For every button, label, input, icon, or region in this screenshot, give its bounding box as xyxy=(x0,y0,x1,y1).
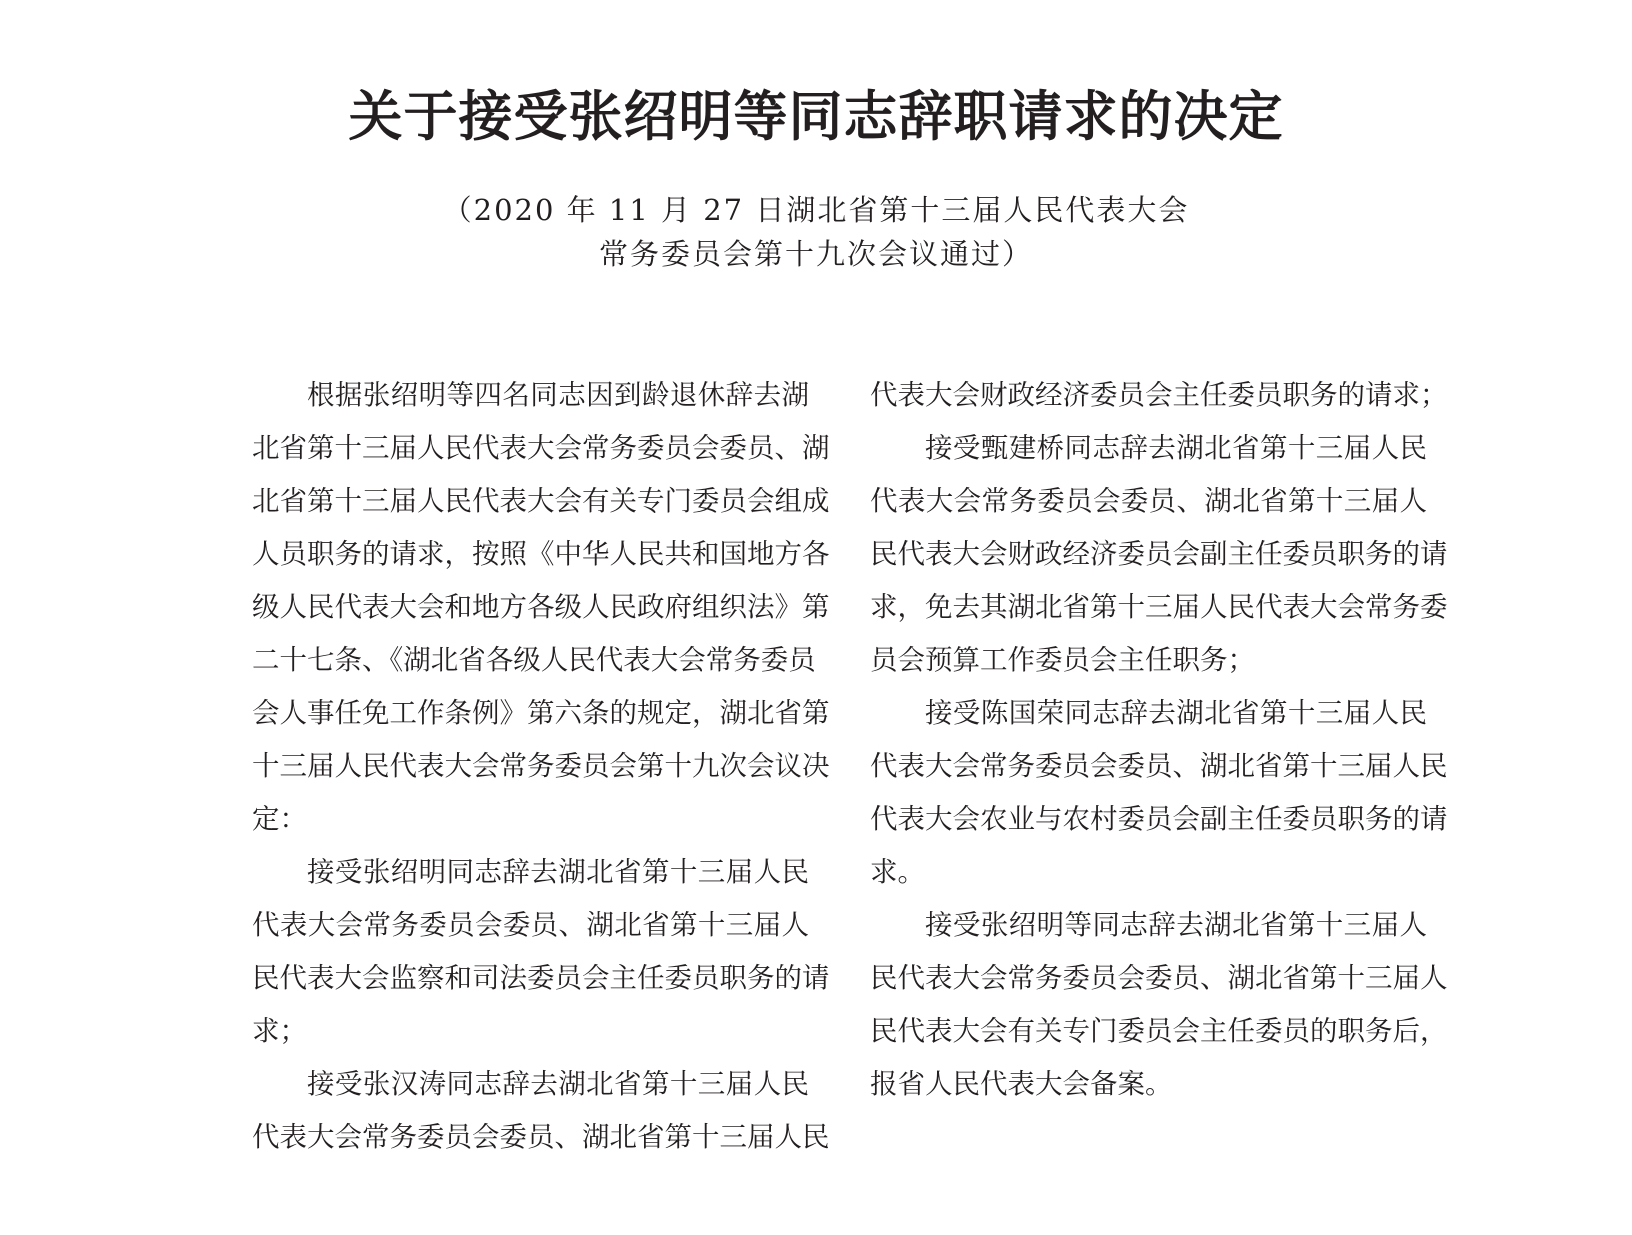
text-line: 代表大会常务委员会委员、湖北省第十三届人 xyxy=(252,909,809,941)
text-line: 求。 xyxy=(870,856,925,888)
right-text-column xyxy=(870,369,1448,1111)
text-line: 接受张绍明同志辞去湖北省第十三届人民 xyxy=(307,856,809,888)
text-line: 二十七条、《湖北省各级人民代表大会常务委员 xyxy=(252,644,816,676)
text-line: 民代表大会有关专门委员会主任委员的职务后， xyxy=(870,1015,1448,1047)
text-line: 北省第十三届人民代表大会常务委员会委员、湖 xyxy=(252,432,830,464)
text-line: 定： xyxy=(252,803,307,835)
text-line: 北省第十三届人民代表大会有关专门委员会组成 xyxy=(252,485,830,517)
text-line: 代表大会常务委员会委员、湖北省第十三届人民 xyxy=(252,1121,830,1153)
text-line: 员会预算工作委员会主任职务； xyxy=(870,644,1255,676)
text-line: 接受甄建桥同志辞去湖北省第十三届人民 xyxy=(925,432,1427,464)
text-line: 民代表大会财政经济委员会副主任委员职务的请 xyxy=(870,538,1448,570)
text-line: 代表大会财政经济委员会主任委员职务的请求； xyxy=(870,379,1448,411)
text-line: 根据张绍明等四名同志因到龄退休辞去湖 xyxy=(307,379,809,411)
document-title: 关于接受张绍明等同志辞职请求的决定 xyxy=(348,84,1284,148)
text-line: 接受张绍明等同志辞去湖北省第十三届人 xyxy=(925,909,1427,941)
left-text-column xyxy=(252,369,830,1164)
text-line: 代表大会农业与农村委员会副主任委员职务的请 xyxy=(870,803,1448,835)
text-line: 报省人民代表大会备案。 xyxy=(870,1068,1173,1100)
text-line: 接受张汉涛同志辞去湖北省第十三届人民 xyxy=(307,1068,809,1100)
text-line: 级人民代表大会和地方各级人民政府组织法》第 xyxy=(252,591,830,623)
subtitle-line: （2020 年 11 月 27 日湖北省第十三届人民代表大会 xyxy=(442,193,1190,227)
document-subtitle xyxy=(0,188,1632,276)
subtitle-line: 常务委员会第十九次会议通过） xyxy=(598,237,1033,271)
text-line: 十三届人民代表大会常务委员会第十九次会议决 xyxy=(252,750,830,782)
text-line: 求； xyxy=(252,1015,307,1047)
text-line: 民代表大会监察和司法委员会主任委员职务的请 xyxy=(252,962,830,994)
text-line: 人员职务的请求，按照《中华人民共和国地方各 xyxy=(252,538,830,570)
text-line: 接受陈国荣同志辞去湖北省第十三届人民 xyxy=(925,697,1427,729)
text-line: 代表大会常务委员会委员、湖北省第十三届人民 xyxy=(870,750,1448,782)
text-line: 会人事任免工作条例》第六条的规定，湖北省第 xyxy=(252,697,830,729)
text-line: 求，免去其湖北省第十三届人民代表大会常务委 xyxy=(870,591,1448,623)
text-line: 代表大会常务委员会委员、湖北省第十三届人 xyxy=(870,485,1427,517)
text-line: 民代表大会常务委员会委员、湖北省第十三届人 xyxy=(870,962,1448,994)
